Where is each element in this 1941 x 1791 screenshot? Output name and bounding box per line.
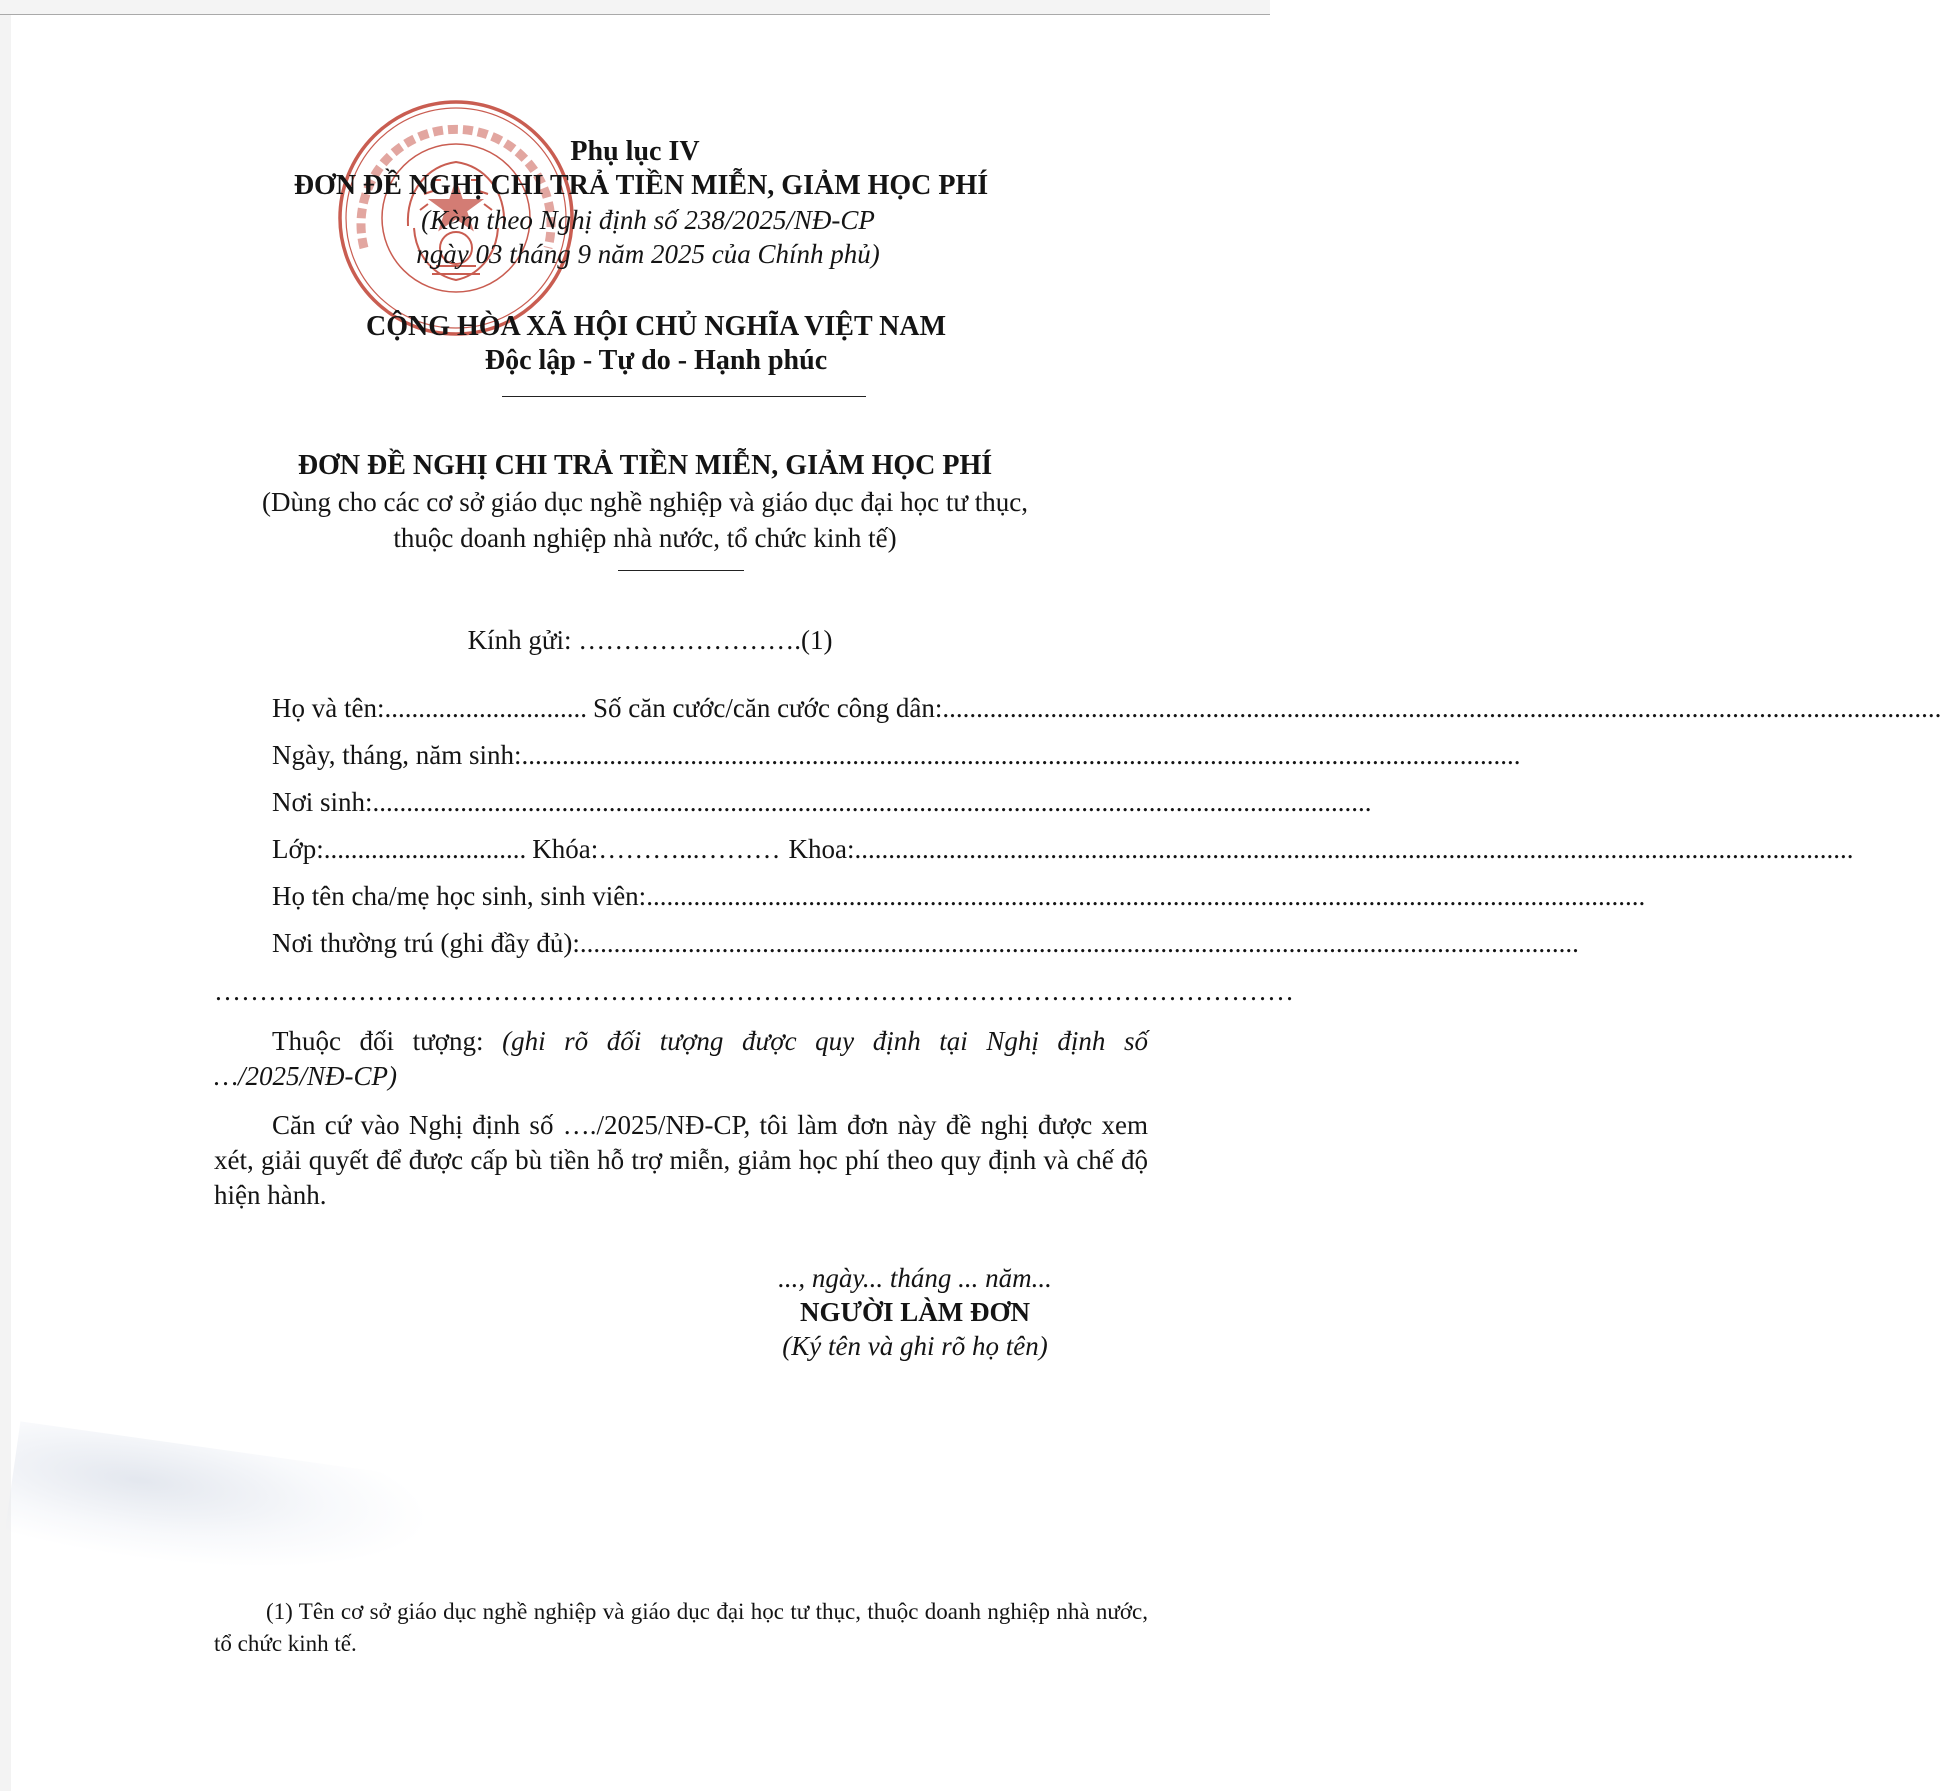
national-motto: Độc lập - Tự do - Hạnh phúc <box>484 345 828 376</box>
category-label: Thuộc đối tượng: <box>272 1026 503 1056</box>
birthplace-label: Nơi sinh: <box>272 787 373 817</box>
parent-row <box>272 880 1646 912</box>
residence-continuation-row <box>214 975 1294 1007</box>
footnote <box>214 1596 1148 1662</box>
faculty-label: Khoa: <box>788 834 855 864</box>
full-name-label: Họ và tên: <box>272 693 385 723</box>
residence-row <box>272 927 1579 959</box>
faculty-input[interactable]: .................................................................................................................................................... <box>854 834 1854 864</box>
residence-input[interactable]: .................................................................................................................................................... <box>579 928 1579 958</box>
form-title: ĐƠN ĐỀ NGHỊ CHI TRẢ TIỀN MIỄN, GIẢM HỌC PHÍ <box>297 450 993 481</box>
decree-date: ngày 03 tháng 9 năm 2025 của Chính phủ) <box>416 239 880 269</box>
signature-role: NGƯỜI LÀM ĐƠN <box>800 1297 1030 1327</box>
dob-input[interactable]: .................................................................................................................................................... <box>521 740 1521 770</box>
parent-name-label: Họ tên cha/mẹ học sinh, sinh viên: <box>272 881 647 911</box>
residence-label: Nơi thường trú (ghi đầy đủ): <box>272 928 580 958</box>
footnote-text: (1) Tên cơ sở giáo dục nghề nghiệp và giáo dục đại học tư thục, thuộc doanh nghiệp nhà nước, tổ chức kinh tế. <box>214 1599 1148 1656</box>
birthplace-input[interactable]: .................................................................................................................................................... <box>372 787 1372 817</box>
form-subtitle-line2: thuộc doanh nghiệp nhà nước, tổ chức kinh tế) <box>393 523 897 553</box>
motto-underline <box>502 396 866 397</box>
recipient-footnote-ref: (1) <box>800 625 833 655</box>
id-number-input[interactable]: .................................................................................................................................................... <box>942 693 1941 723</box>
class-label: Lớp: <box>272 834 324 864</box>
viewer-top-bar <box>0 0 1270 15</box>
residence-continuation-input[interactable]: ………………………………………………………………………………………………………… <box>214 976 1294 1006</box>
class-row <box>272 833 1854 865</box>
recipient-blank[interactable]: ……………………. <box>578 625 801 655</box>
course-label: Khóa: <box>532 834 599 864</box>
country-name: CỘNG HÒA XÃ HỘI CHỦ NGHĨA VIỆT NAM <box>365 311 947 342</box>
appendix-number: Phụ lục IV <box>570 136 700 167</box>
parent-name-input[interactable]: .................................................................................................................................................... <box>646 881 1646 911</box>
signature-date-line[interactable]: ..., ngày... tháng ... năm... <box>778 1263 1052 1293</box>
decree-reference: (Kèm theo Nghị định số 238/2025/NĐ-CP <box>421 205 875 235</box>
id-number-label: Số căn cước/căn cước công dân: <box>592 693 943 723</box>
full-name-row <box>272 692 1941 724</box>
dob-label: Ngày, tháng, năm sinh: <box>272 740 522 770</box>
recipient-label: Kính gửi: <box>467 625 579 655</box>
request-body: Căn cứ vào Nghị định số …./2025/NĐ-CP, tôi làm đơn này đề nghị được xem xét, giải quyết để được cấp bù tiền hỗ trợ miễn, giảm học phí theo quy định và chế độ hiện hành. <box>214 1110 1148 1210</box>
recipient-line[interactable] <box>0 624 1270 656</box>
signature-instruction: (Ký tên và ghi rõ họ tên) <box>782 1331 1048 1361</box>
appendix-title: ĐƠN ĐỀ NGHỊ CHI TRẢ TIỀN MIỄN, GIẢM HỌC PHÍ <box>293 170 989 201</box>
form-subtitle-line1: (Dùng cho các cơ sở giáo dục nghề nghiệp và giáo dục đại học tư thục, <box>262 487 1028 517</box>
scan-shadow <box>4 1421 437 1598</box>
dob-row <box>272 739 1521 771</box>
course-input[interactable]: ………...……… <box>598 834 781 864</box>
category-paragraph <box>214 1024 1148 1096</box>
title-divider <box>618 570 744 571</box>
class-input[interactable]: .............................. <box>323 834 527 864</box>
category-hint: (ghi rõ đối tượng được quy định tại Nghị định số …/2025/NĐ-CP) <box>214 1026 1148 1091</box>
birthplace-row <box>272 786 1372 818</box>
full-name-input[interactable]: .............................. <box>384 693 587 723</box>
request-paragraph <box>214 1108 1148 1216</box>
